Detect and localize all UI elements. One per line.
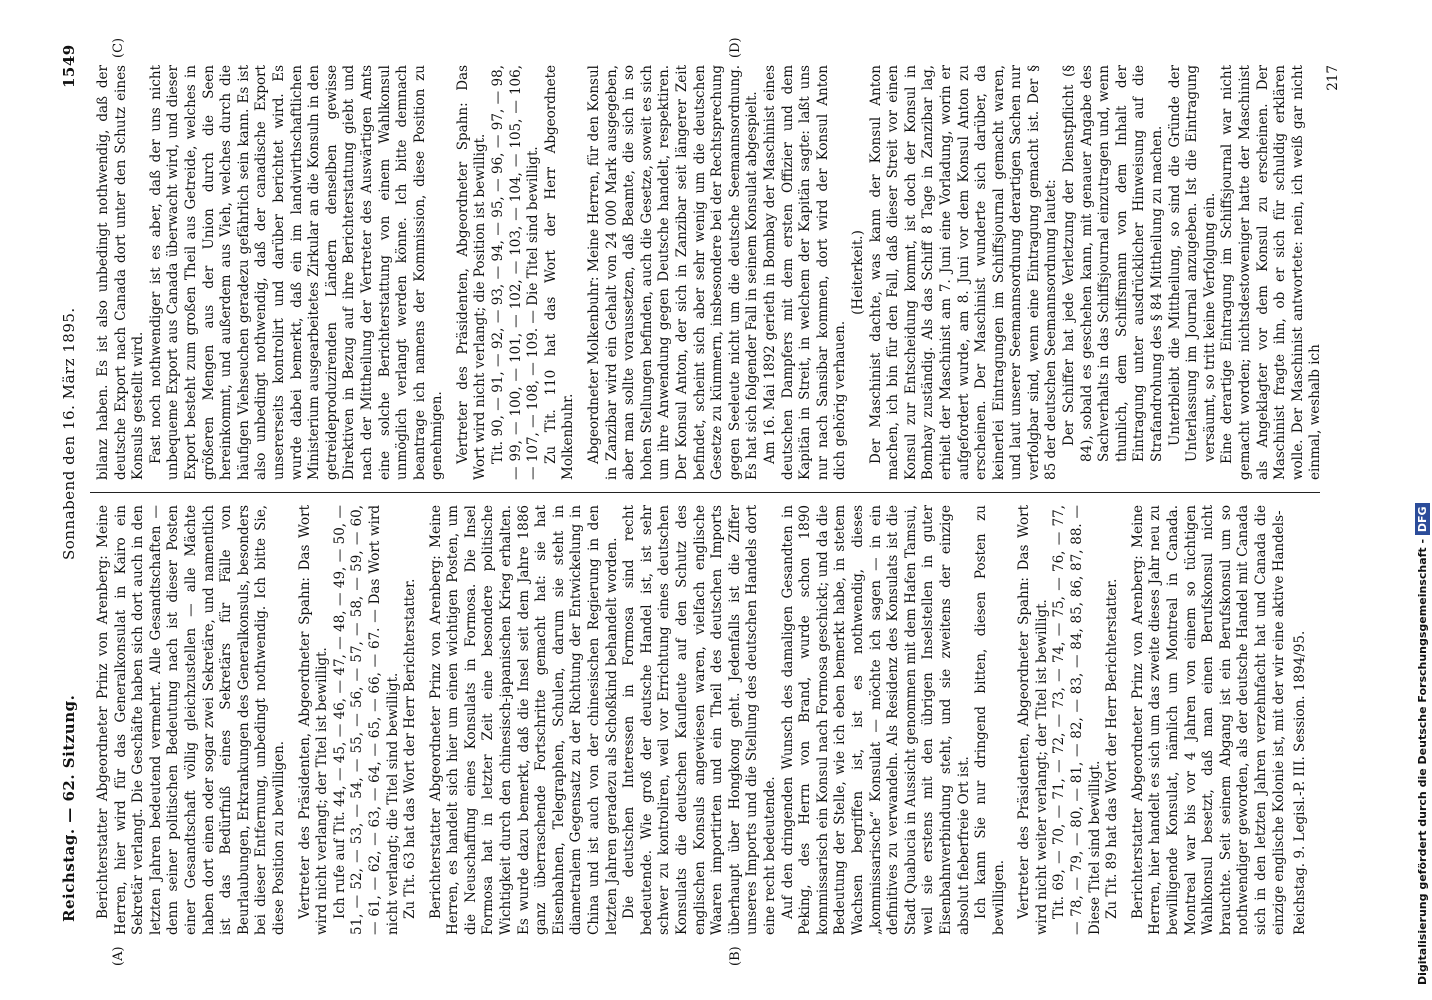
paragraph: Berichterstatter Abgeordneter Prinz von Arenberg: Meine Herren, hier wird für das Generalkonsulat in Kairo ein Sekretär verlangt. Die Geschäfte haben sich dort auch in den letzten Jahren bedeutend vermehrt. Alle Gesandtschaften — denn seiner politischen Bedeutung nach ist dieser Posten einer Gesandtschaft völlig gleichzustellen — alle Mächte haben dort einen oder sogar zwei Sekretäre, und namentlich ist das Bedürfniß eines Sekretärs für Fälle von Beurlaubungen, Erkrankungen des Generalkonsuls, besonders bei dieser Entfernung, unbedingt nothwendig. Ich bitte Sie, diese Position zu bewilligen.: [95, 505, 287, 935]
paragraph: Zu Tit. 110 hat das Wort der Herr Abgeordnete Molkenbuhr.: [542, 65, 577, 480]
paragraph: Berichterstatter Abgeordneter Prinz von Arenberg: Meine Herren, hier handelt es sich um das zweite dieses Jahr neu zu bewilligende Konsulat, nämlich um Montreal in Canada. Montreal war bis vor 4 Jahren von einem so tüchtigen Wahlkonsul besetzt, daß man einen Berufskonsul nicht brauchte. Seit seinem Abgang ist ein Berufskonsul um so nothwendiger geworden, als der deutsche Handel mit Canada sich in den letzten Jahren verzehnfacht hat und Canada die einzige englische Kolonie ist, mit der wir eine aktive Handels-: [1129, 505, 1287, 935]
paragraph: Auf den dringenden Wunsch des damaligen Gesandten in Peking, des Herrn von Brand, wurde schon 1890 kommissarisch ein Konsul nach Formosa geschickt; und da die Bedeutung der Stelle, wie ich eben bemerkt habe, in stetem Wachsen begriffen ist, ist es nothwendig, dieses „kommissarische“ Konsulat — möchte ich sagen — in ein definitives zu verwandeln. Als Residenz des Konsulats ist die Stadt Quabucia in Aussicht genommen mit dem Hafen Tamsui, weil sie erstens mit den übrigen Inselstellen in guter Eisenbahnverbindung steht, und sie zweitens der einzige absolut fieberfreie Ort ist.: [779, 505, 972, 935]
paragraph: Die deutschen Interessen in Formosa sind recht bedeutende. Wie groß der deutsche Handel ist, ist sehr schwer zu kontroliren, weil vor Errichtung eines deutschen Konsulats die deutschen Kaufleute auf den Schutz des englischen Konsuls angewiesen waren, vielfach englische Waaren importirten und ein Theil des deutschen Imports überhaupt über Hongkong geht. Jedenfalls ist die Ziffer unseres Imports und die Stellung des deutschen Handels dort eine recht bedeutende.: [621, 505, 778, 935]
paragraph: Eine derartige Eintragung im Schiffsjournal war nicht gemacht worden; nichtsdestoweniger hatte der Maschinist als Angeklagter vor dem Konsul zu erscheinen. Der Maschinist fragte ihn, ob er sich für schuldig erklären wolle. Der Maschinist antwortete: nein, ich weiß gar nicht einmal, weshalb ich: [1219, 65, 1324, 480]
interjection: (Heiterkeit.): [849, 230, 866, 315]
column-right: [95, 65, 1341, 480]
column-left: [95, 505, 1309, 935]
page-number: 1549: [60, 44, 78, 88]
paragraph: Zu Tit. 63 hat das Wort der Herr Berichterstatter.: [402, 578, 419, 919]
paragraph: Vertreter des Präsidenten, Abgeordneter Spahn: Das Wort wird nicht verlangt; der Titel ist bewilligt.: [296, 505, 331, 935]
page-footer-note: Reichstag. 9. Legisl.-P. III. Session. 1894/95.: [1292, 630, 1309, 935]
paragraph: Der Maschinist dachte, was kann der Konsul Anton machen, ich bin für den Fall, daß dieser Streit vor einen Konsul zur Entscheidung kommt, ist doch der Konsul in Bombay zuständig. Als das Schiff 8 Tage in Zanzibar lag, erhielt der Maschinist am 7. Juni eine Vorladung, worin er aufgefordert wurde, am 8. Juni vor dem Konsul Anton zu erscheinen. Der Maschinist wunderte sich darüber, da keinerlei Eintragungen im Schiffsjournal gemacht waren, und laut unserer Seemannsordnung derartigen Sachen nur verfolgbar sind, wenn eine Eintragung gemacht ist. Der § 85 der deutschen Seemannsordnung lautet:: [867, 65, 1060, 480]
paragraph: Fast noch nothwendiger ist es aber, daß der uns nicht unbequeme Export aus Canada überwacht wird, und dieser Export besteht zum großen Theil aus Getreide, welches in größeren Mengen aus der Union durch die Seen hereinkommt, und außerdem aus Vieh, welches durch die häufigen Viehseuchen geradezu gefährlich sein kann. Es ist also unbedingt nothwendig, daß der canadische Export unsererseits kontrolirt und darüber berichtet wird. Es wurde dabei bemerkt, daß ein im landwirthschaftlichen Ministerium ausgearbeitetes Zirkular an die Konsuln in den getreideproduzirenden Ländern denselben gewisse Direktiven in Bezug auf ihre Berichterstattung giebt und nach der Mittheilung der Vertreter des Auswärtigen Amts eine solche Berichterstattung von einem Wahlkonsul unmöglich verlangt werden könne. Ich bitte demnach beantrage ich namens der Kommission, diese Position zu genehmigen.: [147, 65, 446, 480]
running-header-right: Sonnabend den 16. März 1895.: [60, 307, 78, 560]
marker-b: (B): [728, 946, 743, 966]
quotation: Der Schiffer hat jede Verletzung der Dienstpflicht (§ 84), sobald es geschehen kann, mit genauer Angabe des Sachverhalts in das Schiffsjournal einzutragen und, wenn thunlich, dem Schiffsmann von dem Inhalt der Eintragung unter ausdrücklicher Hinweisung auf die Strafandrohung des § 84 Mittheilung zu machen.: [1061, 65, 1166, 462]
marker-c: (C): [111, 37, 126, 58]
paragraph: Tit. 90, — 91, — 92, — 93, — 94, — 95, — 96, — 97, — 98, — 99, — 100, — 101, — 102, — 103, — 104, — 105, — 106, — 107, — 108, — 109. — Die Titel sind bewilligt.: [490, 65, 542, 480]
paragraph: Am 16. Mai 1892 gerieth in Bombay der Maschinist eines deutschen Dampfers mit dem ersten Offizier und dem Kapitän in Streit, in welchem der Kapitän sagte: laßt uns nur nach Sansibar kommen, dort wird der Konsul Anton dich gehörig verhauen.: [761, 65, 849, 480]
paragraph: Berichterstatter Abgeordneter Prinz von Arenberg: Meine Herren, es handelt sich hier um einen wichtigen Posten, um die Neuschaffung eines Konsulats in Formosa. Die Insel Formosa hat in letzter Zeit eine besondere politische Wichtigkeit durch den chinesisch-japanischen Krieg erhalten. Es wurde dazu bemerkt, daß die Insel seit dem Jahre 1886 ganz überraschende Fortschritte gemacht hat: sie hat Eisenbahnen, Telegraphen, Schulen, darum sie steht in diametralem Gegensatz zu der Richtung der Entwickelung in China und ist auch von der chinesischen Regierung in den letzten Jahren geradezu als Schoßkind behandelt worden.: [427, 505, 620, 935]
paragraph: Abgeordneter Molkenbuhr: Meine Herren, für den Konsul in Zanzibar wird ein Gehalt von 24 000 Mark ausgegeben, aber man sollte voraussetzen, daß Beamte, die sich in so hohen Stellungen befinden, auch die Gesetze, soweit es sich um ihre Anwendung gegen Deutsche handelt, respektiren. Der Konsul Anton, der sich in Zanzibar seit längerer Zeit befindet, scheint sich aber sehr wenig um die deutschen Gesetze zu kümmern, insbesondere bei der Rechtsprechung gegen Seeleute nicht um die deutsche Seemannsordnung. Es hat sich folgender Fall in seinem Konsulat abgespielt.: [586, 65, 761, 480]
paragraph: Zu Tit. 89 hat das Wort der Herr Berichterstatter.: [1104, 578, 1121, 919]
paragraph: bilanz haben. Es ist also unbedingt nothwendig, daß der deutsche Export nach Canada dort unter den Schutz eines Konsuls gestellt wird.: [95, 65, 147, 480]
quotation: Unterbleibt die Mittheilung, so sind die Gründe der Unterlassung im Journal anzugeben. Ist die Eintragung versäumt, so tritt keine Verfolgung ein.: [1166, 65, 1218, 462]
marker-d: (D): [728, 37, 743, 58]
digitization-text: Digitalisierung gefördert durch die Deutsche Forschungsgemeinschaft -: [1416, 538, 1429, 985]
signature-mark: 217: [1324, 65, 1341, 91]
dfg-logo: DFG: [1415, 503, 1430, 535]
paragraph: Ich rufe auf Tit. 44, — 45, — 46, — 47, — 48, — 49, — 50, — 51, — 52, — 53, — 54, — 55, — 56, — 57, — 58, — 59, — 60, — 61, — 62, — 63, — 64, — 65, — 66, — 67. — Das Wort wird nicht verlangt; die Titel sind bewilligt.: [331, 505, 401, 935]
column-rule: [90, 492, 1320, 493]
paragraph: Vertreter des Präsidenten, Abgeordneter Spahn: Das Wort wird nicht verlangt; die Position ist bewilligt.: [454, 65, 489, 480]
paragraph: Ich kann Sie nur dringend bitten, diesen Posten zu bewilligen.: [973, 505, 1007, 935]
running-header-left: Reichstag. — 62. Sitzung.: [60, 694, 78, 922]
paragraph: Tit. 69, — 70, — 71, — 72, — 73, — 74, — 75, — 76, — 77, — 78, — 79, — 80, — 81, — 82, — 83, — 84, 85, 86, 87, 88. — Diese Titel sind bewilligt.: [1051, 505, 1103, 935]
marker-a: (A): [111, 946, 126, 966]
digitization-note: [1416, 10, 1429, 985]
paragraph: Vertreter des Präsidenten, Abgeordneter Spahn: Das Wort wird nicht weiter verlangt; der Titel ist bewilligt.: [1016, 505, 1050, 935]
